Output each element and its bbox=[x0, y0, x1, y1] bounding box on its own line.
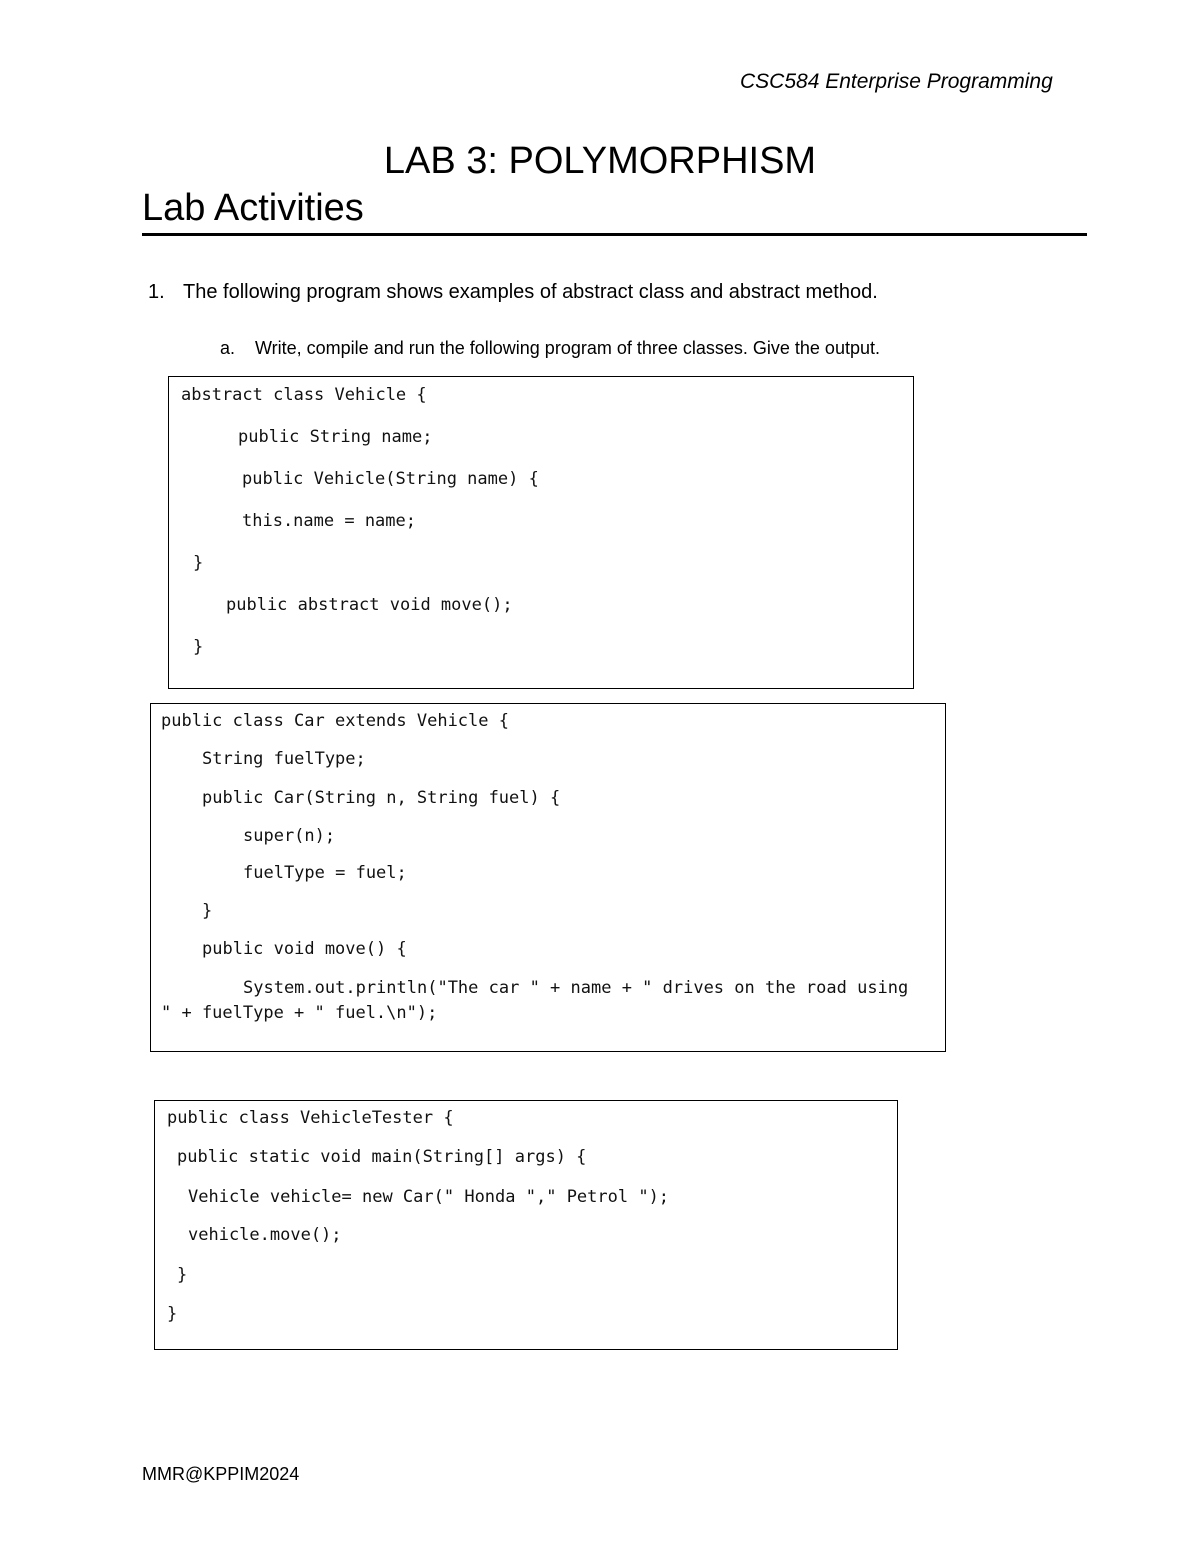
code-line: public Car(String n, String fuel) { bbox=[202, 788, 561, 808]
sub-question-number: a. bbox=[220, 338, 236, 358]
code-line: } bbox=[177, 1265, 188, 1285]
code-box-vehicle-tester bbox=[154, 1100, 898, 1350]
code-line: this.name = name; bbox=[242, 511, 416, 531]
code-line: public static void main(String[] args) { bbox=[177, 1147, 587, 1167]
code-line: public void move() { bbox=[202, 939, 407, 959]
code-line: vehicle.move(); bbox=[188, 1225, 342, 1245]
code-box-car bbox=[150, 703, 946, 1052]
code-line: public String name; bbox=[238, 427, 433, 447]
code-line: public abstract void move(); bbox=[226, 595, 513, 615]
footer-text: MMR@KPPIM2024 bbox=[142, 1464, 300, 1484]
code-line: } bbox=[167, 1304, 178, 1324]
question-text: The following program shows examples of abstract class and abstract method. bbox=[183, 281, 878, 303]
code-box-vehicle bbox=[168, 376, 914, 689]
code-line: } bbox=[202, 901, 213, 921]
sub-question-text: Write, compile and run the following program of three classes. Give the output. bbox=[255, 338, 880, 358]
code-line: abstract class Vehicle { bbox=[181, 385, 427, 405]
code-line: public class VehicleTester { bbox=[167, 1108, 454, 1128]
course-header: CSC584 Enterprise Programming bbox=[740, 70, 1053, 93]
page-title: LAB 3: POLYMORPHISM bbox=[383, 140, 817, 182]
question-number: 1. bbox=[148, 281, 165, 303]
code-line: " + fuelType + " fuel.\n"); bbox=[161, 1003, 438, 1023]
code-line: Vehicle vehicle= new Car(" Honda "," Petrol "); bbox=[188, 1187, 670, 1207]
heading-rule bbox=[142, 233, 1087, 236]
code-line: super(n); bbox=[243, 826, 336, 846]
question-1 bbox=[148, 281, 878, 304]
code-line: } bbox=[193, 637, 204, 657]
code-line: fuelType = fuel; bbox=[243, 863, 407, 883]
code-line: public class Car extends Vehicle { bbox=[161, 711, 509, 731]
code-line: System.out.println("The car " + name + " drives on the road using bbox=[243, 978, 909, 998]
code-line: } bbox=[193, 553, 204, 573]
code-line: public Vehicle(String name) { bbox=[242, 469, 539, 489]
question-1a bbox=[220, 338, 880, 359]
code-line: String fuelType; bbox=[202, 749, 366, 769]
section-heading: Lab Activities bbox=[142, 187, 364, 229]
